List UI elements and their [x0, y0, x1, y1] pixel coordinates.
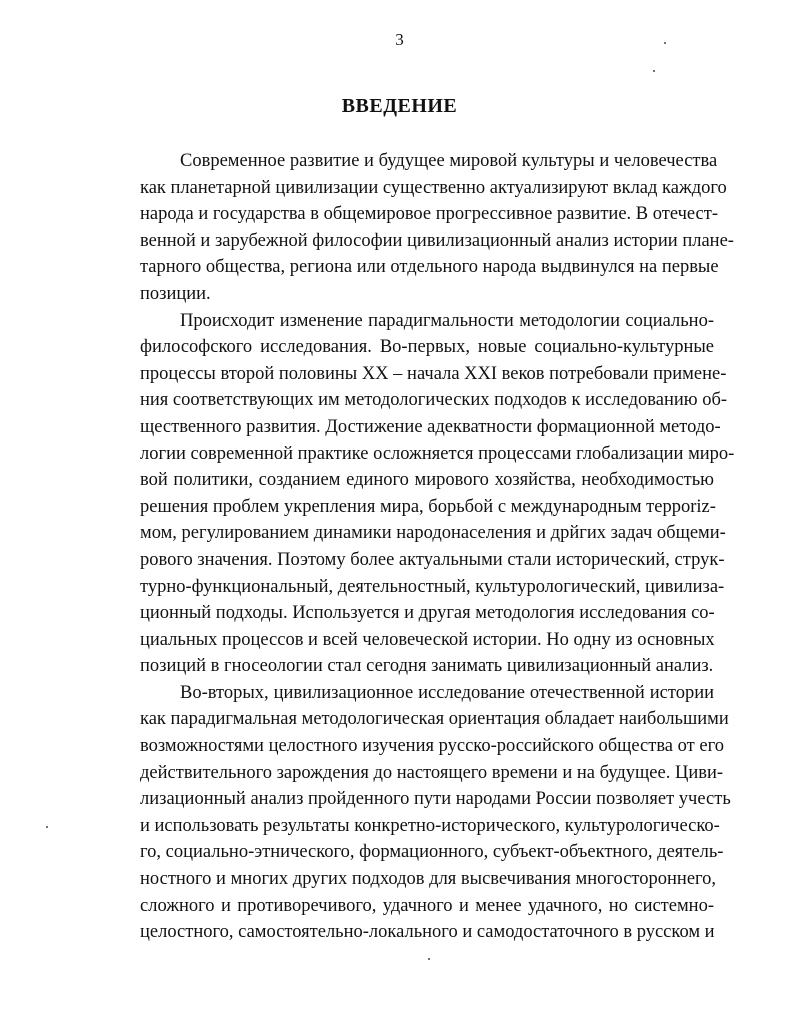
text-line: философского исследования. Во-первых, новые социально-культурные: [140, 337, 714, 358]
text-line: циальных процессов и всей человеческой истории. Но одну из основных: [140, 629, 715, 650]
text-line: процессы второй половины XX – начала XXI веков потребовали примене-: [140, 363, 727, 384]
text-line: лизационный анализ пройденного пути народами России позволяет учесть: [140, 789, 731, 810]
text-line: венной и зарубежной философии цивилизационный анализ истории плане-: [140, 230, 734, 251]
text-line: позиций в гносеологии стал сегодня занимать цивилизационный анализ.: [140, 656, 714, 677]
text-line: позиции.: [140, 283, 211, 304]
text-line: вой политики, созданием единого мирового хозяйства, необходимостью: [140, 470, 714, 491]
text-line: Современное развитие и будущее мировой культуры и человечества: [180, 151, 718, 171]
scan-speck: [46, 826, 48, 828]
text-line: народа и государства в общемировое прогрессивное развитие. В отечест-: [140, 204, 719, 225]
text-line: мом, регулированием динамики народонаселения и дрйгих задач общеми-: [140, 523, 726, 544]
scan-speck: [428, 958, 430, 960]
text-line: Во-вторых, цивилизационное исследование отечественной истории: [180, 682, 714, 703]
text-line: логии современной практике осложняется процессами глобализации миро-: [140, 443, 735, 464]
text-line: Происходит изменение парадигмальности методологии социально-: [180, 310, 714, 331]
section-title: ВВЕДЕНИЕ: [341, 95, 458, 117]
text-line: как планетарной цивилизации существенно актуализируют вклад каждого: [140, 177, 727, 198]
text-line: тарного общества, региона или отдельного народа выдвинулся на первые: [140, 257, 719, 278]
text-line: сложного и противоречивого, удачного и менее удачного, но системно-: [140, 895, 714, 916]
text-line: и использовать результаты конкретно-исторического, культурологическо-: [140, 815, 720, 836]
text-line: ционный подходы. Используется и другая методология исследования со-: [140, 603, 715, 624]
text-line: возможностями целостного изучения русско-российского общества от его: [140, 736, 724, 757]
text-line: щественного развития. Достижение адекватности формационной методо-: [140, 416, 721, 437]
text-line: рового значения. Поэтому более актуальными стали исторический, струк-: [140, 549, 725, 570]
body-text: [140, 148, 735, 946]
scan-speck: [664, 42, 666, 44]
text-line: ностного и многих других подходов для высвечивания многостороннего,: [140, 869, 717, 890]
text-line: го, социально-этнического, формационного, субъект-объектного, деятель-: [140, 842, 724, 863]
text-line: ния соответствующих им методологических подходов к исследованию об-: [140, 390, 728, 411]
scan-speck: [653, 70, 655, 72]
text-line: действительного зарождения до настоящего времени и на будущее. Циви-: [140, 762, 724, 783]
text-line: как парадигмальная методологическая ориентация обладает наибольшими: [140, 709, 729, 730]
text-line: турно-функциональный, деятельностный, культурологический, цивилиза-: [140, 576, 725, 597]
text-line: решения проблем укрепления мира, борьбой с международным терроriz-: [140, 496, 716, 517]
page-number: 3: [395, 30, 404, 49]
text-line: целостного, самостоятельно-локального и самодостаточного в русском и: [140, 922, 715, 943]
